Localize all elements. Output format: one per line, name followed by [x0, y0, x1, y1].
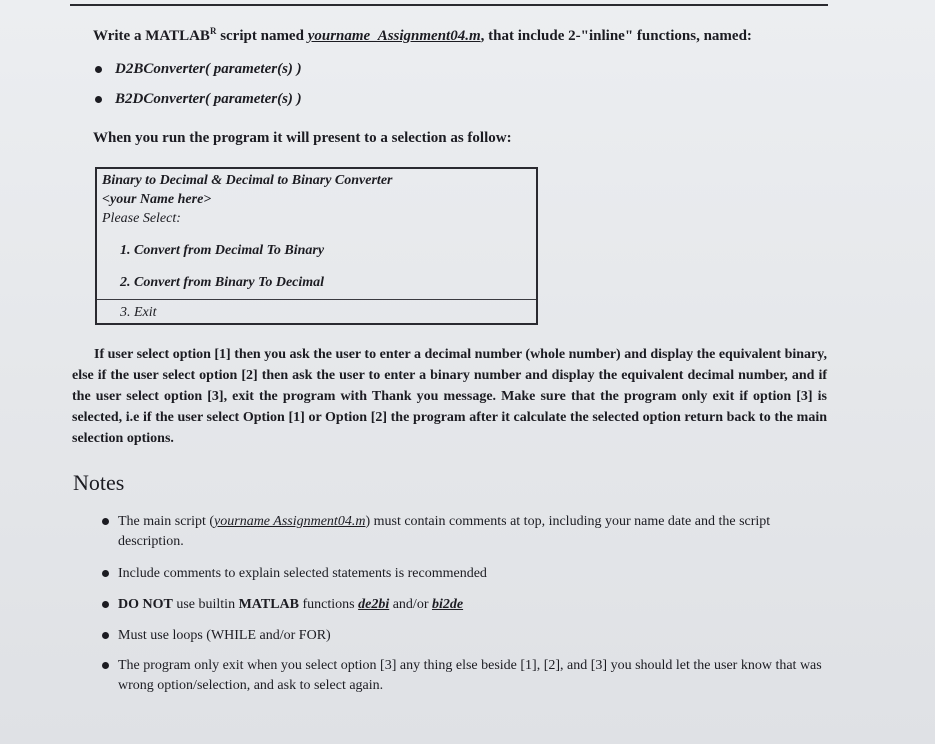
note3-text-a: use builtin: [172, 597, 239, 612]
note-item-loops: Must use loops (WHILE and/or FOR): [100, 626, 828, 646]
note-item-recommended: Include comments to explain selected statements is recommended: [100, 564, 828, 584]
instructions-paragraph: If user select option [1] then you ask the user to enter a decimal number (whole number) and display the equivalent binary, else if the user select option [2] then ask the user to enter a binary number and display the equivalent decimal number, and if the user select option [3], exit the program with Thank you message. Make sure that the program only exit if option [3] is selected, i.e if the user select Option [1] or Option [2] the program after it calculate the selected option return back to the main selection options.: [72, 347, 827, 446]
top-rule: [70, 4, 828, 6]
note-item-exit-rule: The program only exit when you select option [3] any thing else beside [1], [2], and [3] you should let the user know that was wrong option/selection, and ask to select again.: [100, 656, 828, 696]
function-item-d2b: D2BConverter( parameter(s) ): [93, 57, 302, 87]
intro-line: [93, 26, 853, 45]
note1-filename: yourname Assignment04.m: [214, 514, 366, 529]
menu-name-line: <your Name here>: [102, 192, 212, 207]
notes-heading: Notes: [73, 470, 125, 495]
function-list: [93, 57, 302, 117]
note1-text-b: ) must contain comments at top, including your name date and the script description.: [118, 514, 771, 549]
note3-matlab: MATLAB: [238, 597, 299, 612]
note3-de2bi: de2bi: [358, 597, 390, 612]
menu-select-prompt: Please Select:: [102, 211, 181, 226]
menu-header: [102, 171, 393, 228]
note3-do-not: DO NOT: [118, 597, 173, 612]
menu-separator: [97, 299, 536, 300]
menu-option-2: 2. Convert from Binary To Decimal: [120, 275, 325, 290]
trademark-mark: R: [209, 26, 217, 36]
menu-title: Binary to Decimal & Decimal to Binary Converter: [102, 173, 393, 188]
run-description: When you run the program it will present to a selection as follow:: [93, 130, 512, 146]
intro-suffix: , that include 2-"inline" functions, named:: [480, 28, 752, 44]
note3-text-b: functions: [299, 597, 359, 612]
note-item-builtin: [100, 595, 828, 615]
note1-text-a: The main script (: [118, 514, 215, 529]
menu-example-box: [95, 167, 538, 325]
note-item-comments: [100, 512, 828, 552]
intro-prefix: Write a MATLAB: [93, 28, 210, 44]
menu-option-1: 1. Convert from Decimal To Binary: [120, 243, 325, 258]
menu-option-3: 3. Exit: [120, 305, 157, 320]
note3-text-c: and/or: [389, 597, 432, 612]
intro-middle: script named: [216, 28, 308, 44]
function-item-b2d: B2DConverter( parameter(s) ): [93, 87, 302, 117]
script-filename: yourname_Assignment04.m: [307, 28, 481, 44]
note3-bi2de: bi2de: [431, 597, 464, 612]
